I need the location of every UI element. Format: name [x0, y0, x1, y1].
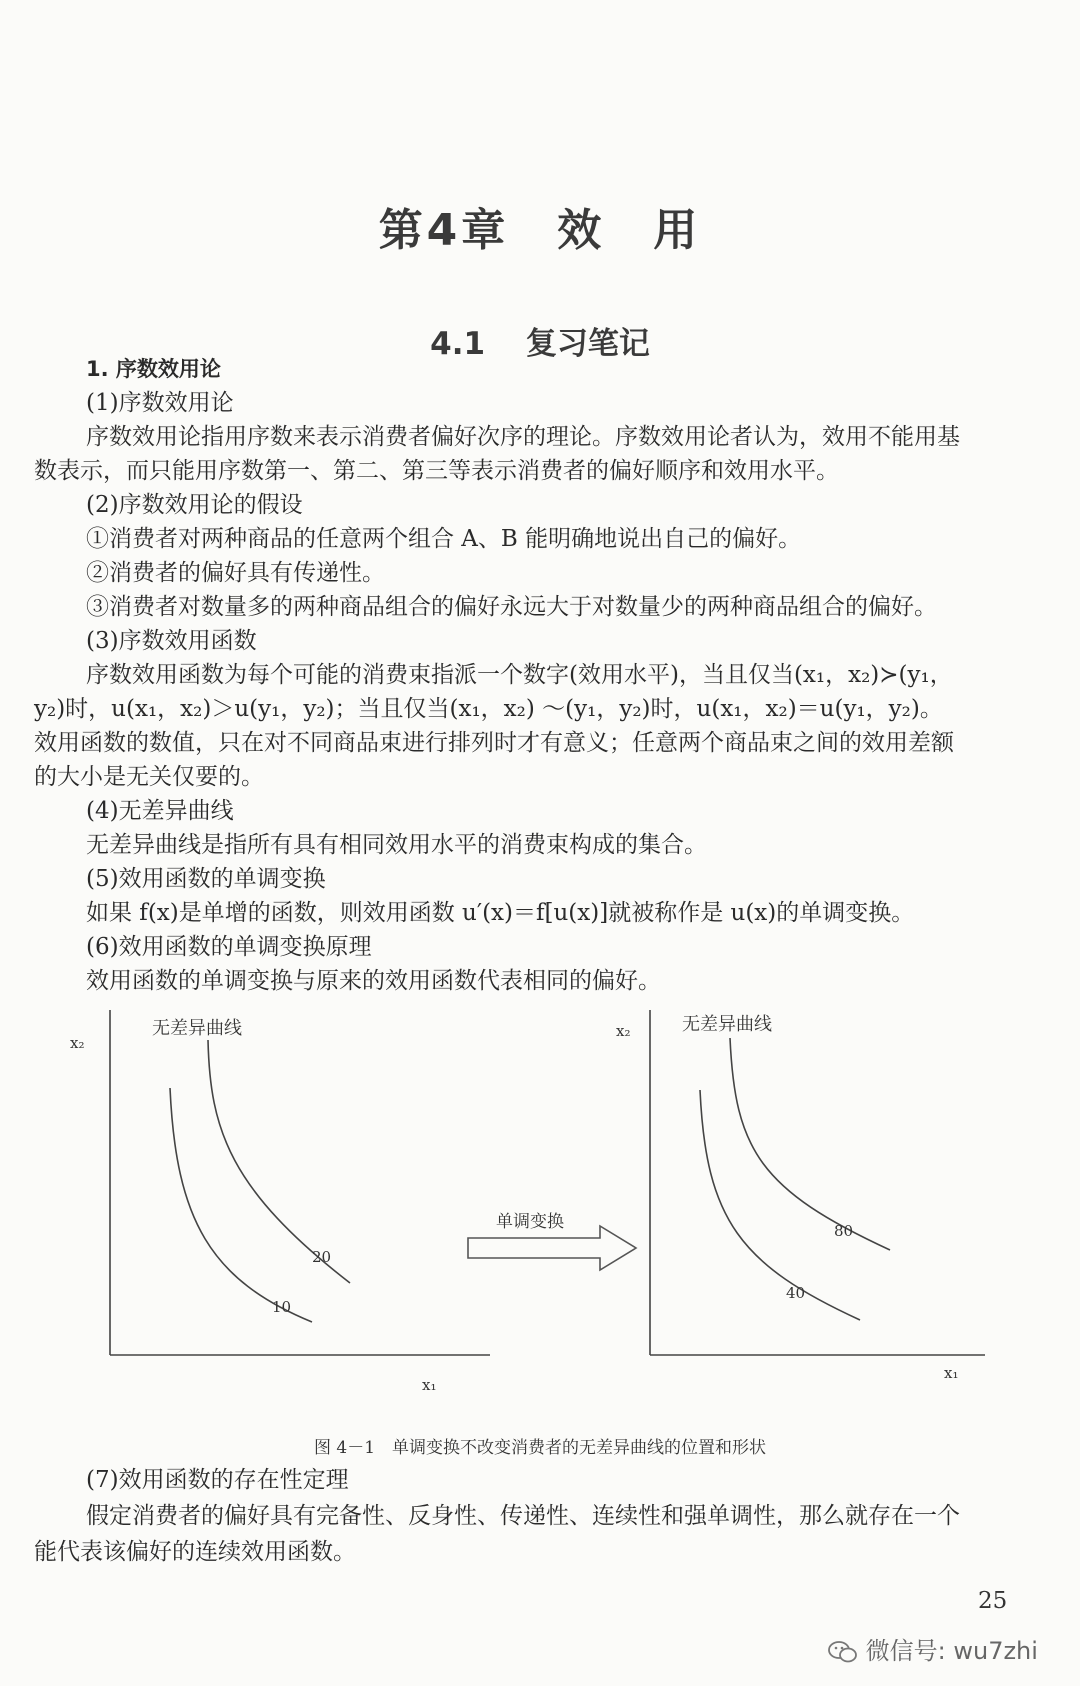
subheading-1: (1)序数效用论 — [86, 390, 234, 416]
arrow-shape — [468, 1226, 636, 1270]
chapter-title: 第4章 效 用 — [378, 205, 702, 256]
right-x-axis-label: x₁ — [944, 1364, 959, 1382]
left-x-axis-label: x₁ — [422, 1376, 437, 1394]
wechat-id: 微信号: wu7zhi — [865, 1637, 1038, 1665]
section-title: 4.1 复习笔记 — [430, 326, 650, 362]
paragraph-line: y₂)时，u(x₁，x₂)＞u(y₁，y₂)；当且仅当(x₁，x₂) ～(y₁，y₂)时，u(x₁，x₂)＝u(y₁，y₂)。 — [34, 696, 943, 722]
page-number: 25 — [978, 1588, 1008, 1614]
paragraph-line: 数表示，而只能用序数第一、第二、第三等表示消费者的偏好顺序和效用水平。 — [34, 458, 839, 484]
right-curve-label-40: 40 — [786, 1284, 806, 1302]
subheading-7: (7)效用函数的存在性定理 — [86, 1467, 349, 1493]
left-curve-20 — [208, 1040, 350, 1283]
right-panel — [616, 1010, 985, 1382]
subheading-2: (2)序数效用论的假设 — [86, 492, 303, 518]
paragraph-line: 无差异曲线是指所有具有相同效用水平的消费束构成的集合。 — [86, 832, 707, 858]
paragraph-line: 序数效用函数为每个可能的消费束指派一个数字(效用水平)，当且仅当(x₁，x₂)≻(y₁， — [86, 662, 953, 688]
subheading-3: (3)序数效用函数 — [86, 628, 257, 654]
list-item: ②消费者的偏好具有传递性。 — [86, 560, 385, 586]
list-item: ①消费者对两种商品的任意两个组合 A、B 能明确地说出自己的偏好。 — [86, 526, 802, 552]
wechat-icon — [828, 1640, 858, 1664]
wechat-watermark — [828, 1631, 1038, 1666]
left-panel — [70, 1010, 490, 1394]
left-curve-title: 无差异曲线 — [152, 1018, 242, 1039]
right-curve-80 — [730, 1038, 890, 1250]
left-y-axis-label: x₂ — [70, 1034, 85, 1052]
transform-arrow — [468, 1212, 636, 1270]
figure-caption: 图 4－1 单调变换不改变消费者的无差异曲线的位置和形状 — [313, 1438, 767, 1458]
subheading-4: (4)无差异曲线 — [86, 798, 234, 824]
paragraph-line: 假定消费者的偏好具有完备性、反身性、传递性、连续性和强单调性，那么就存在一个 — [86, 1503, 960, 1529]
heading-ordinal-utility: 1. 序数效用论 — [86, 357, 221, 381]
list-item: ③消费者对数量多的两种商品组合的偏好永远大于对数量少的两种商品组合的偏好。 — [86, 594, 937, 620]
arrow-label: 单调变换 — [496, 1212, 564, 1232]
left-curve-10 — [170, 1088, 312, 1322]
right-y-axis-label: x₂ — [616, 1022, 631, 1040]
subheading-6: (6)效用函数的单调变换原理 — [86, 934, 372, 960]
figure-indifference-curves — [0, 1000, 1080, 1420]
paragraph-line: 序数效用论指用序数来表示消费者偏好次序的理论。序数效用论者认为，效用不能用基 — [86, 424, 960, 450]
left-curve-label-20: 20 — [312, 1248, 332, 1266]
paragraph-line: 的大小是无关仅要的。 — [34, 764, 264, 790]
subheading-5: (5)效用函数的单调变换 — [86, 866, 326, 892]
right-curve-40 — [700, 1090, 860, 1320]
left-curve-label-10: 10 — [272, 1298, 292, 1316]
paragraph-line: 如果 f(x)是单增的函数，则效用函数 u′(x)＝f[u(x)]就被称作是 u(x)的单调变换。 — [86, 900, 915, 926]
paragraph-line: 效用函数的单调变换与原来的效用函数代表相同的偏好。 — [86, 968, 661, 994]
right-curve-title: 无差异曲线 — [682, 1014, 772, 1035]
right-curve-label-80: 80 — [834, 1222, 854, 1240]
paragraph-line: 效用函数的数值，只在对不同商品束进行排列时才有意义；任意两个商品束之间的效用差额 — [34, 730, 954, 756]
paragraph-line: 能代表该偏好的连续效用函数。 — [34, 1539, 356, 1565]
